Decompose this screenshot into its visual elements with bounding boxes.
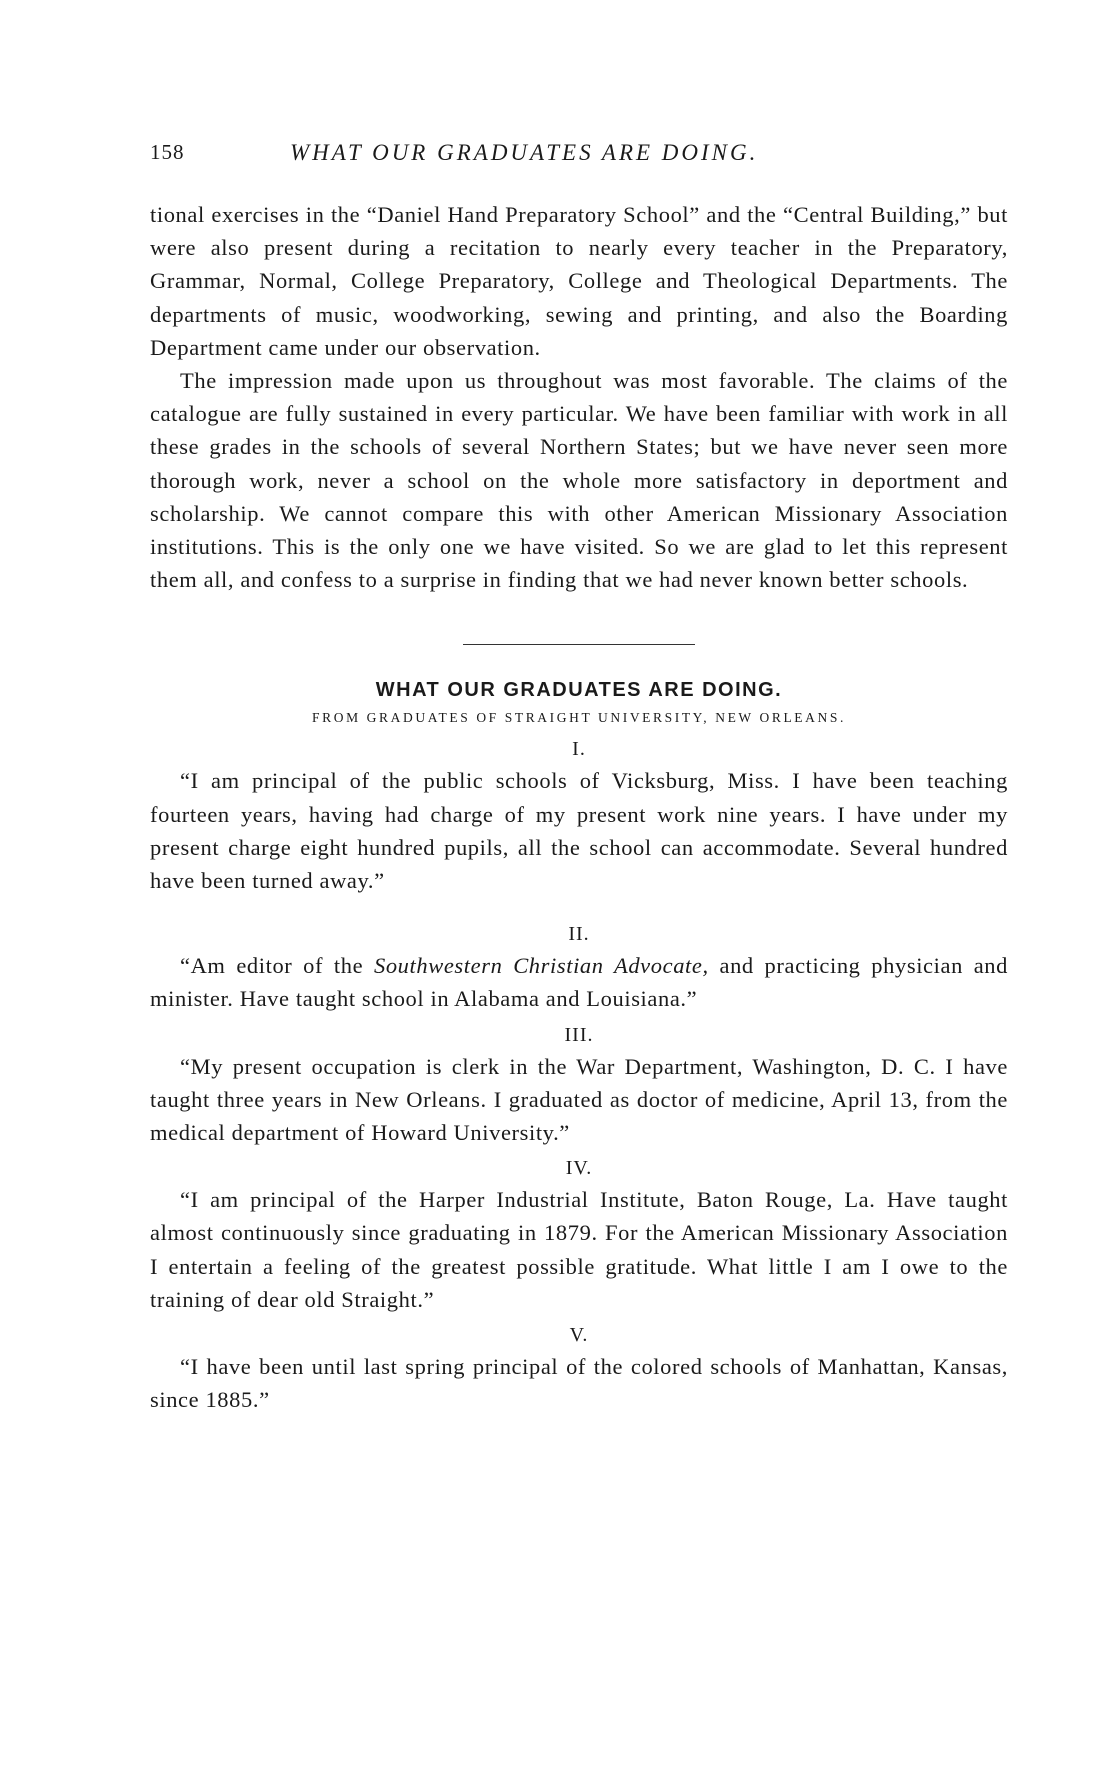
testimonial-text-2 xyxy=(150,949,1008,1015)
intro-paragraph-impression: The impression made upon us throughout was most favorable. The claims of the catalogue are fully sustained in every particular. We have been familiar with work in all these grades in the schools of several Northern States; but we have never seen more thorough work, never a school on the whole more satisfactory in deportment and scholarship. We cannot compare this with other American Missionary Association institutions. This is the only one we have visited. So we are glad to let this represent them all, and confess to a surprise in finding that we had never known better schools. xyxy=(150,368,1008,593)
testimonial-text-1: “I am principal of the public schools of Vicksburg, Miss. I have been teaching fourteen years, having had charge of my present work nine years. I have under my present charge eight hundred pupils, all the school can accommodate. Several hundred have been turned away.” xyxy=(150,768,1008,894)
book-page xyxy=(150,140,1008,1416)
testimonial-text-4: “I am principal of the Harper Industrial Institute, Baton Rouge, La. Have taught almost continuously since graduating in 1879. For the American Missionary Association I entertain a feeling of the greatest possible gratitude. What little I am I owe to the training of dear old Straight.” xyxy=(150,1187,1008,1312)
testimonial-numeral-2: II. xyxy=(568,923,590,946)
running-head xyxy=(150,140,1008,176)
intro-paragraph-continued: tional exercises in the “Daniel Hand Preparatory School” and the “Central Building,” but were also present during a recitation to nearly every teacher in the Preparatory, Grammar, Normal, College Preparatory, College and Theological Departments. The departments of music, woodworking, sewing and printing, and also the Boarding Department came under our observation. xyxy=(150,202,1008,360)
testimonial-numeral-5: V. xyxy=(569,1324,589,1347)
testimonial-text-2-after: and practicing physician and minister. Have taught school in Alabama and Louisiana.” xyxy=(150,953,1008,1012)
section-title: WHAT OUR GRADUATES ARE DOING. xyxy=(375,679,783,702)
section-divider xyxy=(463,644,695,645)
testimonial-text-3: “My present occupation is clerk in the War Department, Washington, D. C. I have taught three years in New Orleans. I graduated as doctor of medicine, April 13, from the medical department of Howard University.” xyxy=(150,1053,1008,1146)
section-subtitle: FROM GRADUATES OF STRAIGHT UNIVERSITY, NEW ORLEANS. xyxy=(312,710,846,726)
page-number: 158 xyxy=(150,140,185,164)
testimonial-text-2-before: “Am editor of the xyxy=(180,953,374,979)
testimonial-text-5: “I have been until last spring principal of the colored schools of Manhattan, Kansas, since 1885.” xyxy=(150,1354,1008,1413)
testimonial-numeral-1: I. xyxy=(572,738,586,761)
running-title: WHAT OUR GRADUATES ARE DOING. xyxy=(290,140,759,165)
newspaper-title: Southwestern Christian Advocate, xyxy=(373,953,709,979)
testimonial-numeral-3: III. xyxy=(564,1023,594,1046)
testimonial-numeral-4: IV. xyxy=(565,1157,593,1180)
